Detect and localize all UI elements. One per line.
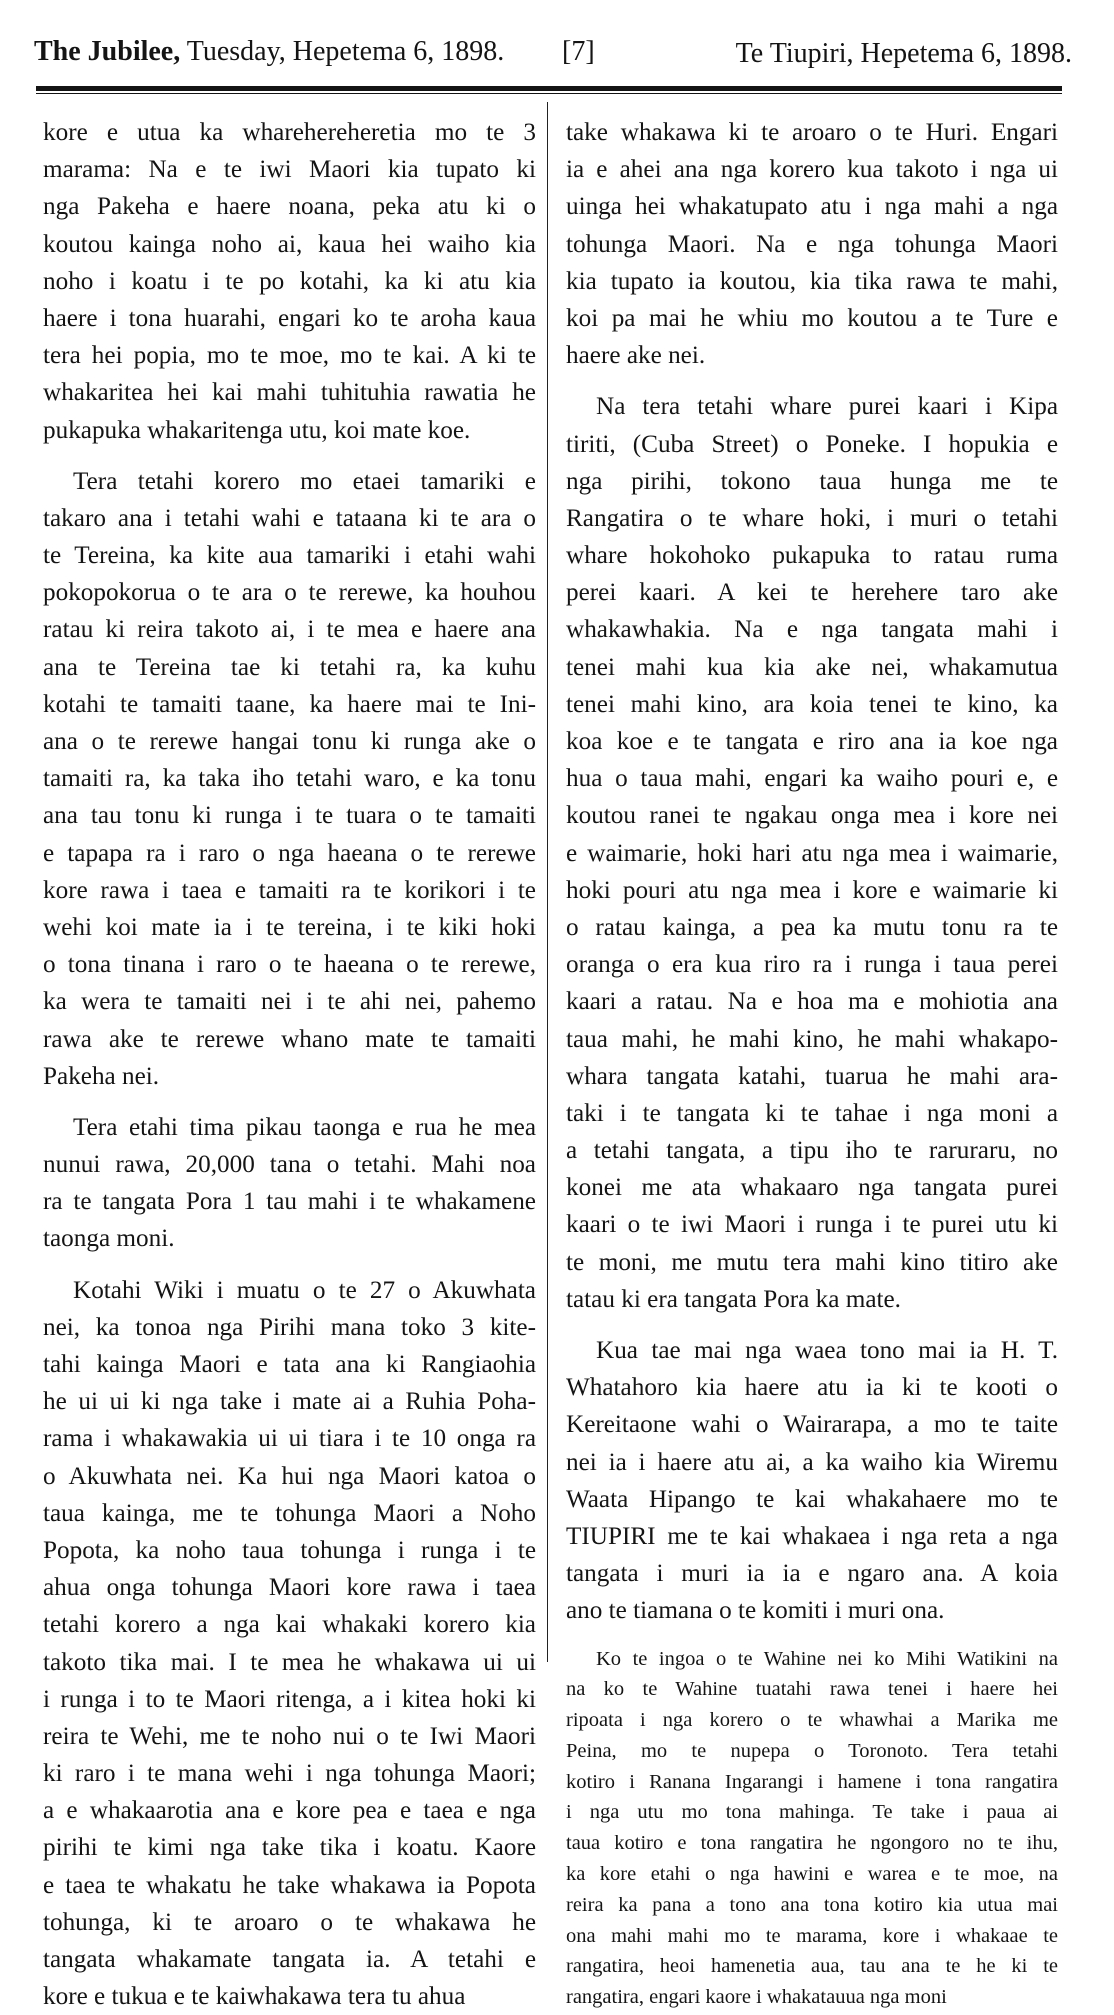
text-line: uinga hei whakatupato atu i nga mahi a nga (566, 193, 1058, 221)
text-line: ra te tangata Pora 1 tau mahi i te whakamene (43, 1188, 536, 1216)
text-line: kaari a ratau. Na e hoa ma e mohiotia ana (566, 988, 1058, 1016)
text-line: na ko te Wahine tuatahi rawa tenei i haere hei (566, 1678, 1058, 1701)
text-line: taua mahi, he mahi kino, he mahi whakapo- (566, 1025, 1058, 1053)
text-line: tohunga, ki te aroaro o te whakawa he (43, 1908, 536, 1936)
text-line: kaari o te iwi Maori i runga i te purei utu ki (566, 1211, 1058, 1239)
page-header (34, 28, 1072, 68)
text-line: Kereitaone wahi o Wairarapa, a mo te taite (566, 1411, 1058, 1439)
text-line: tangata whakamate tangata ia. A tetahi e (43, 1946, 536, 1973)
text-line: tangata i muri ia ia e ngaro ana. A koia (566, 1560, 1058, 1588)
text-line: ka wera te tamaiti nei i te ahi nei, pahemo (43, 988, 536, 1016)
paragraph (43, 463, 536, 1095)
text-line: rangatira, heoi hamenetia aua, tau ana te he ki te (566, 1955, 1058, 1978)
left-column (43, 114, 536, 2015)
text-line: Whatahoro kia haere atu ia ki te kooti o (566, 1374, 1058, 1402)
text-line: he ui ui ki nga take i mate ai a Ruhia Poha- (43, 1388, 536, 1416)
text-line: haere ake nei. (566, 342, 706, 370)
text-line: reira ka pana a tono ana tona kotiro kia utua mai (566, 1893, 1058, 1916)
text-line: rangatira, engari kaore i whakatauua nga moni (566, 1986, 947, 2009)
text-line: Rangatira o te whare hoki, i muri o tetahi (566, 504, 1058, 532)
text-line: whakaritea hei kai mahi tuhituhia rawatia he (43, 379, 536, 407)
text-line: nei ia i haere atu ai, a ka waiho kia Wiremu (566, 1448, 1058, 1476)
text-line: tamaiti ra, ka taka iho tetahi waro, e ka tonu (43, 765, 536, 793)
text-line: taua kotiro e tona rangatira he ngongoro no te ihu, (566, 1832, 1058, 1855)
text-line: Popota, ka noho taua tohunga i runga i te (43, 1536, 536, 1564)
page-number: [7] (562, 36, 595, 67)
text-line: o ratau kainga, a pea ka mutu tonu ra te (566, 913, 1058, 941)
text-line: kotahi te tamaiti taane, ka haere mai te Ini- (43, 690, 536, 718)
text-line: Pakeha nei. (43, 1062, 160, 1090)
text-line: konei me ata whakaaro nga tangata purei (566, 1174, 1058, 1202)
text-line: ana o te rerewe hangai tonu ki runga ake o (43, 728, 536, 755)
text-line: pokopokorua o te ara o te rerewe, ka houhou (43, 579, 536, 607)
text-line: o Akuwhata nei. Ka hui nga Maori katoa o (43, 1462, 536, 1490)
text-line: whare hokohoko pukapuka to ratau ruma (566, 542, 1058, 570)
text-line: ahua onga tohunga Maori kore rawa i taea (43, 1574, 536, 1602)
text-line: tera hei popia, mo te moe, mo te kai. A ki te (43, 342, 536, 370)
text-line: te Tereina, ka kite aua tamariki i etahi wahi (43, 542, 536, 570)
text-line: ratau ki reira takoto ai, i te mea e haere ana (43, 616, 536, 644)
paragraph (43, 1109, 536, 1258)
paragraph (566, 388, 1058, 1318)
text-line: tohunga Maori. Na e nga tohunga Maori (566, 230, 1058, 258)
text-line: te moni, me mutu tera mahi kino titiro ake (566, 1248, 1058, 1276)
paragraph-gap (566, 374, 1058, 388)
text-line: koi pa mai he whiu mo koutou a te Ture e (566, 304, 1058, 332)
paragraph-gap (566, 1318, 1058, 1332)
text-line: pukapuka whakaritenga utu, koi mate koe. (43, 416, 471, 444)
text-line: a tetahi tangata, a tipu iho te raruraru, no (566, 1137, 1058, 1165)
text-line: whakawhakia. Na e nga tangata mahi i (566, 616, 1058, 644)
paragraph (566, 1332, 1058, 1630)
text-line: e waimarie, hoki hari atu nga mea i waimarie, (566, 839, 1058, 867)
text-line: nga pirihi, tokono taua hunga me te (566, 467, 1058, 495)
text-line: haere i tona huarahi, engari ko te aroha kaua (43, 304, 536, 332)
text-line: taua kainga, me te tohunga Maori a Noho (43, 1499, 536, 1527)
text-line: Tera etahi tima pikau taonga e rua he mea (73, 1113, 536, 1141)
paragraph-gap (43, 1258, 536, 1272)
text-line: kore e utua ka wharehereheretia mo te 3 (43, 119, 536, 146)
text-line: hua o taua mahi, engari ka waiho pouri e, e (566, 765, 1058, 793)
paragraph (43, 114, 536, 449)
text-line: taonga moni. (43, 1225, 175, 1253)
text-line: noho i koatu i te po kotahi, ka ki atu kia (43, 267, 536, 295)
text-line: rama i whakawakia ui ui tiara i te 10 onga ra (43, 1425, 536, 1453)
text-line: kore e tukua e te kaiwhakawa tera tu ahua (43, 1983, 466, 2011)
column-divider (547, 102, 548, 1662)
text-line: ripoata i nga korero o te whawhai a Marika me (566, 1709, 1058, 1732)
text-line: ki raro i te mana wehi i nga tohunga Maori; (43, 1760, 536, 1788)
text-line: takoto tika mai. I te mea he whakawa ui ui (43, 1648, 536, 1676)
text-line: rawa ake te rerewe whano mate te tamaiti (43, 1025, 536, 1053)
text-line: kore rawa i taea e tamaiti ra te korikori i te (43, 876, 536, 904)
small-print-paragraph (566, 1644, 1058, 2014)
text-line: take whakawa ki te aroaro o te Huri. Engari (566, 119, 1058, 146)
text-line: e taea te whakatu he take whakawa ia Popota (43, 1871, 536, 1899)
text-line: TIUPIRI me te kai whakaea i nga reta a nga (566, 1522, 1058, 1550)
header-left-date: Tuesday, Hepetema 6, 1898. (180, 36, 505, 67)
header-rule-thin (36, 93, 1062, 94)
paragraph (566, 114, 1058, 374)
paragraph-gap (566, 1630, 1058, 1644)
text-line: tenei mahi kua kia ake nei, whakamutua (566, 653, 1058, 681)
text-line: tenei mahi kino, ara koia tenei te kino, ka (566, 690, 1058, 718)
text-line: pirihi te kimi nga take tika i koatu. Kaore (43, 1834, 536, 1862)
header-rule (36, 86, 1062, 91)
text-line: ano te tiamana o te komiti i muri ona. (566, 1597, 945, 1625)
text-line: o tona tinana i raro o te haeana o te rerewe, (43, 951, 536, 979)
text-line: i runga i to te Maori ritenga, a i kitea hoki ki (43, 1685, 536, 1713)
text-line: takaro ana i tetahi wahi e tataana ki te ara o (43, 504, 536, 532)
text-line: taki i te tangata ki te tahae i nga moni a (566, 1099, 1058, 1127)
text-line: Waata Hipango te kai whakahaere mo te (566, 1485, 1058, 1513)
text-line: tetahi korero a nga kai whakaki korero kia (43, 1611, 536, 1639)
text-line: Peina, mo te nupepa o Toronoto. Tera tetahi (566, 1739, 1058, 1762)
text-line: Kotahi Wiki i muatu o te 27 o Akuwhata (73, 1276, 536, 1304)
header-left (34, 36, 504, 68)
text-line: ka kore etahi o nga hawini e warea e te moe, na (566, 1863, 1058, 1886)
text-line: ana tau tonu ki runga i te tuara o te tamaiti (43, 802, 536, 830)
text-line: a e whakaarotia ana e kore pea e taea e nga (43, 1797, 536, 1825)
text-line: e tapapa ra i raro o nga haeana o te rerewe (43, 839, 536, 867)
text-line: kia tupato ia koutou, kia tika rawa te mahi, (566, 267, 1058, 295)
right-column (566, 114, 1058, 2013)
text-line: koutou kainga noho ai, kaua hei waiho kia (43, 230, 536, 258)
header-left-title: The Jubilee, (34, 36, 181, 67)
text-line: whara tangata katahi, tuarua he mahi ara- (566, 1062, 1058, 1090)
paragraph-gap (43, 449, 536, 463)
text-line: marama: Na e te iwi Maori kia tupato ki (43, 156, 536, 184)
paragraph (43, 1272, 536, 2015)
text-line: kotiro i Ranana Ingarangi i hamene i tona rangatira (566, 1770, 1058, 1793)
text-line: hoki pouri atu nga mea i kore e waimarie ki (566, 876, 1058, 904)
header-right: Te Tiupiri, Hepetema 6, 1898. (735, 38, 1072, 69)
text-line: tahi kainga Maori e tata ana ki Rangiaohia (43, 1351, 536, 1378)
text-line: Ko te ingoa o te Wahine nei ko Mihi Watikini na (596, 1647, 1058, 1670)
text-line: nei, ka tonoa nga Pirihi mana toko 3 kite- (43, 1313, 536, 1341)
text-line: Na tera tetahi whare purei kaari i Kipa (596, 393, 1058, 421)
text-line: reira te Wehi, me te noho nui o te Iwi Maori (43, 1722, 536, 1750)
text-line: perei kaari. A kei te herehere taro ake (566, 579, 1058, 607)
text-line: i nga utu mo tona mahinga. Te take i paua ai (566, 1801, 1058, 1824)
text-line: Kua tae mai nga waea tono mai ia H. T. (596, 1337, 1058, 1364)
text-line: nga Pakeha e haere noana, peka atu ki o (43, 193, 536, 221)
text-line: oranga o era kua riro ra i runga i taua perei (566, 951, 1058, 979)
text-line: nunui rawa, 20,000 tana o tetahi. Mahi noa (43, 1151, 536, 1179)
text-line: tiriti, (Cuba Street) o Poneke. I hopukia e (566, 430, 1058, 458)
text-line: wehi koi mate ia i te tereina, i te kiki hoki (43, 913, 536, 941)
text-line: tatau ki era tangata Pora ka mate. (566, 1285, 901, 1313)
text-line: Tera tetahi korero mo etaei tamariki e (73, 467, 536, 495)
text-line: ia e ahei ana nga korero kua takoto i nga ui (566, 156, 1058, 184)
text-line: ona mahi mahi mo te marama, kore i whakaae te (566, 1924, 1058, 1947)
text-line: ana te Tereina tae ki tetahi ra, ka kuhu (43, 653, 536, 681)
text-line: koutou ranei te ngakau onga mea i kore nei (566, 802, 1058, 830)
paragraph-gap (43, 1095, 536, 1109)
text-line: koa koe e te tangata e riro ana ia koe nga (566, 728, 1058, 755)
